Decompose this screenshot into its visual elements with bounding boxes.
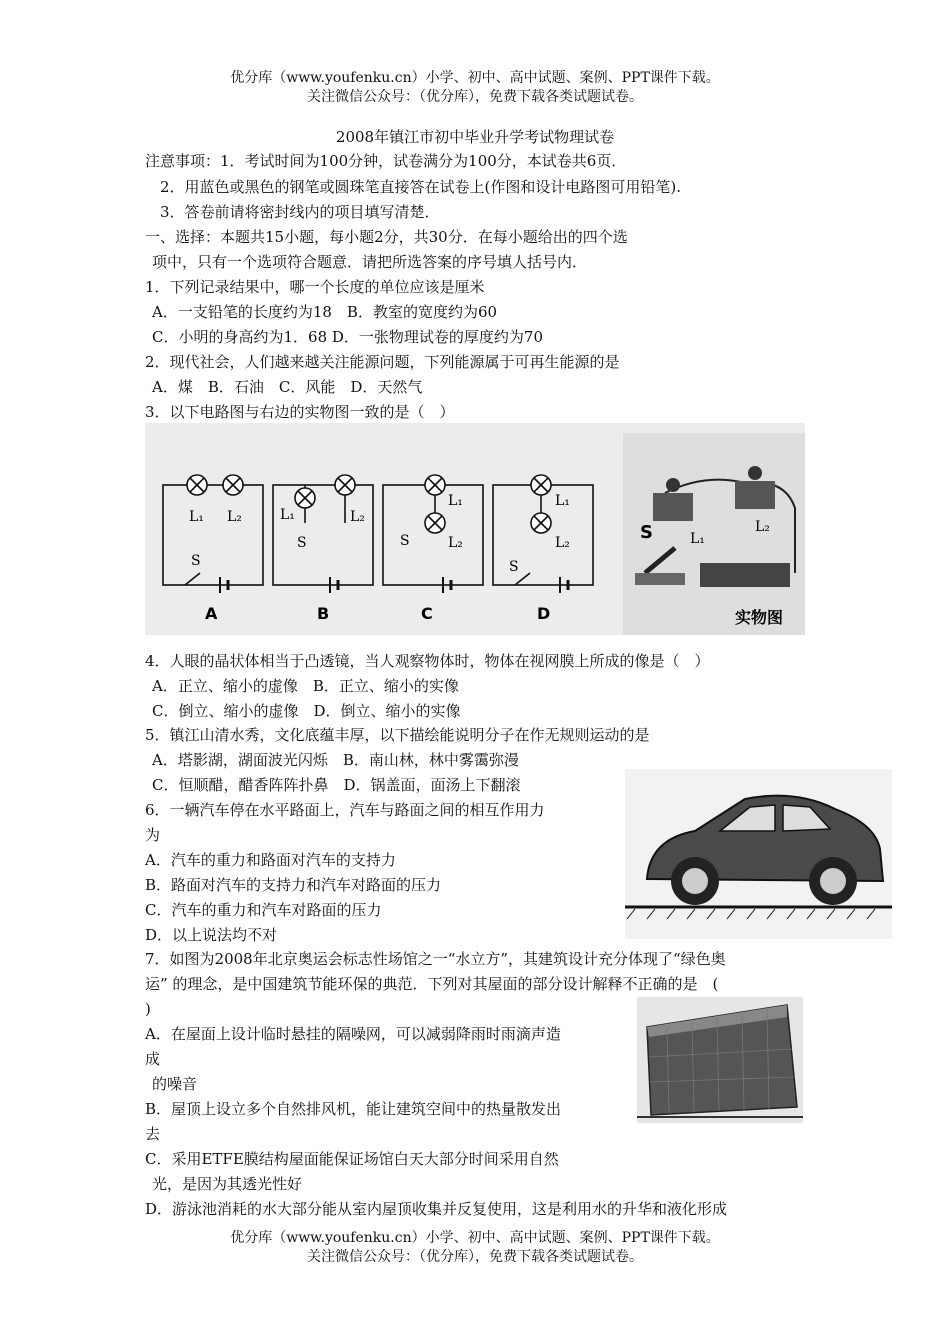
- q4-options-cd: C．倒立、缩小的虚像 D．倒立、缩小的实像: [152, 702, 461, 720]
- header-line-1: 优分库（www.youfenku.cn）小学、初中、高中试题、案例、PPT课件下载。: [230, 70, 720, 86]
- lamp-icon: [425, 513, 445, 533]
- lamp-icon: [531, 513, 551, 533]
- real-label-l2: L₂: [755, 519, 770, 535]
- note-1: 注意事项：1．考试时间为100分钟，试卷满分为100分，本试卷共6页．: [145, 152, 627, 170]
- note-2: 2．用蓝色或黑色的钢笔或圆珠笔直接答在试卷上(作图和设计电路图可用铅笔).: [160, 178, 682, 196]
- circuit-d-label-l2: L₂: [555, 535, 570, 551]
- q6-option-d: D．以上说法均不对: [145, 926, 278, 944]
- car-figure: [625, 769, 892, 939]
- lamp-icon: [187, 475, 207, 495]
- lamp-icon: [223, 475, 243, 495]
- circuit-a-label-l1: L₁: [189, 509, 204, 525]
- circuit-a-label: A: [205, 604, 218, 623]
- q7-option-c-2: 光，是因为其透光性好: [152, 1175, 303, 1193]
- q4-stem: 4．人眼的晶状体相当于凸透镜，当人观察物体时，物体在视网膜上所成的像是（ ）: [145, 652, 710, 670]
- q5-stem: 5．镇江山清水秀，文化底蕴丰厚，以下描绘能说明分子在作无规则运动的是: [145, 726, 650, 744]
- q6-stem-2: 为: [145, 826, 161, 844]
- circuit-d-label: D: [537, 604, 551, 623]
- circuit-b-label: B: [317, 604, 330, 623]
- circuit-b-label-l1: L₁: [280, 507, 295, 523]
- q7-option-a-2: 成: [145, 1050, 161, 1068]
- lamp-icon: [531, 475, 551, 495]
- circuit-c-label-l1: L₁: [448, 493, 463, 509]
- footer-line-1: 优分库（www.youfenku.cn）小学、初中、高中试题、案例、PPT课件下载。: [230, 1230, 720, 1246]
- q3-stem: 3．以下电路图与右边的实物图一致的是（ ）: [145, 403, 455, 421]
- circuit-c-label: C: [421, 604, 433, 623]
- q7-option-a-1: A．在屋面上设计临时悬挂的隔噪网，可以减弱降雨时雨滴声造: [145, 1025, 561, 1043]
- header-line-2: 关注微信公众号：（优分库），免费下载各类试题试卷。: [307, 89, 643, 105]
- q7-option-c-1: C．采用ETFE膜结构屋面能保证场馆白天大部分时间采用自然: [145, 1150, 559, 1168]
- circuit-d-label-l1: L₁: [555, 493, 570, 509]
- q5-options-cd: C．恒顺醋，醋香阵阵扑鼻 D．锅盖面，面汤上下翻滚: [152, 776, 521, 794]
- q7-option-d-1: D．游泳池消耗的水大部分能从室内屋顶收集并反复使用，这是利用水的升华和液化形成: [145, 1200, 728, 1218]
- footer-line-2: 关注微信公众号：（优分库），免费下载各类试题试卷。: [307, 1249, 643, 1265]
- lamp-icon: [425, 475, 445, 495]
- lamp-icon: [335, 475, 355, 495]
- circuit-c-label-s: S: [400, 533, 410, 549]
- q7-option-b-1: B．屋顶上设立多个自然排风机，能让建筑空间中的热量散发出: [145, 1100, 562, 1118]
- q5-options-ab: A．塔影湖，湖面波光闪烁 B．南山林，林中雾霭弥漫: [152, 751, 519, 769]
- circuit-a-label-l2: L₂: [227, 509, 242, 525]
- note-3: 3．答卷前请将密封线内的项目填写清楚．: [160, 203, 440, 221]
- circuit-c-label-l2: L₂: [448, 535, 463, 551]
- q7-stem-2: 运” 的理念，是中国建筑节能环保的典范．下列对其屋面的部分设计解释不正确的是 (: [145, 975, 719, 993]
- circuit-b-label-l2: L₂: [350, 509, 365, 525]
- q2-stem: 2．现代社会，人们越来越关注能源问题，下列能源属于可再生能源的是: [145, 353, 620, 371]
- real-figure-label: 实物图: [735, 608, 784, 627]
- real-label-s: S: [640, 522, 653, 543]
- real-label-l1: L₁: [690, 531, 705, 547]
- real-circuit-photo: [623, 433, 805, 635]
- q6-option-a: A．汽车的重力和路面对汽车的支持力: [145, 851, 396, 869]
- q1-options-ab: A．一支铅笔的长度约为18 B．教室的宽度约为60: [152, 303, 498, 321]
- circuit-a-label-s: S: [191, 553, 201, 569]
- q7-option-a-3: 的噪音: [152, 1075, 198, 1093]
- circuit-figure: [145, 423, 805, 635]
- q1-stem: 1．下列记录结果中，哪一个长度的单位应该是厘米: [145, 278, 485, 296]
- q6-stem-1: 6．一辆汽车停在水平路面上，汽车与路面之间的相互作用力: [145, 801, 545, 819]
- exam-title: 2008年镇江市初中毕业升学考试物理试卷: [335, 128, 615, 146]
- q1-options-cd: C．小明的身高约为1．68 D．一张物理试卷的厚度约为70: [152, 328, 543, 346]
- water-cube-figure: [637, 997, 803, 1123]
- q2-options: A．煤 B．石油 C．风能 D．天然气: [152, 378, 423, 396]
- section1-line-1: 一、选择：本题共15小题，每小题2分，共30分．在每小题给出的四个选: [145, 228, 628, 246]
- q6-option-c: C．汽车的重力和汽车对路面的压力: [145, 901, 382, 919]
- circuit-b-label-s: S: [297, 535, 307, 551]
- circuit-d-label-s: S: [509, 559, 519, 575]
- section1-line-2: 项中，只有一个选项符合题意．请把所选答案的序号填人括号内．: [152, 253, 588, 271]
- q6-option-b: B．路面对汽车的支持力和汽车对路面的压力: [145, 876, 442, 894]
- q7-option-b-2: 去: [145, 1125, 161, 1143]
- q7-stem-1: 7．如图为2008年北京奥运会标志性场馆之一“水立方”，其建筑设计充分体现了“绿色奥: [145, 950, 726, 968]
- lamp-icon: [295, 488, 315, 508]
- q4-options-ab: A．正立、缩小的虚像 B．正立、缩小的实像: [152, 677, 459, 695]
- q7-stem-3: ): [145, 1000, 151, 1018]
